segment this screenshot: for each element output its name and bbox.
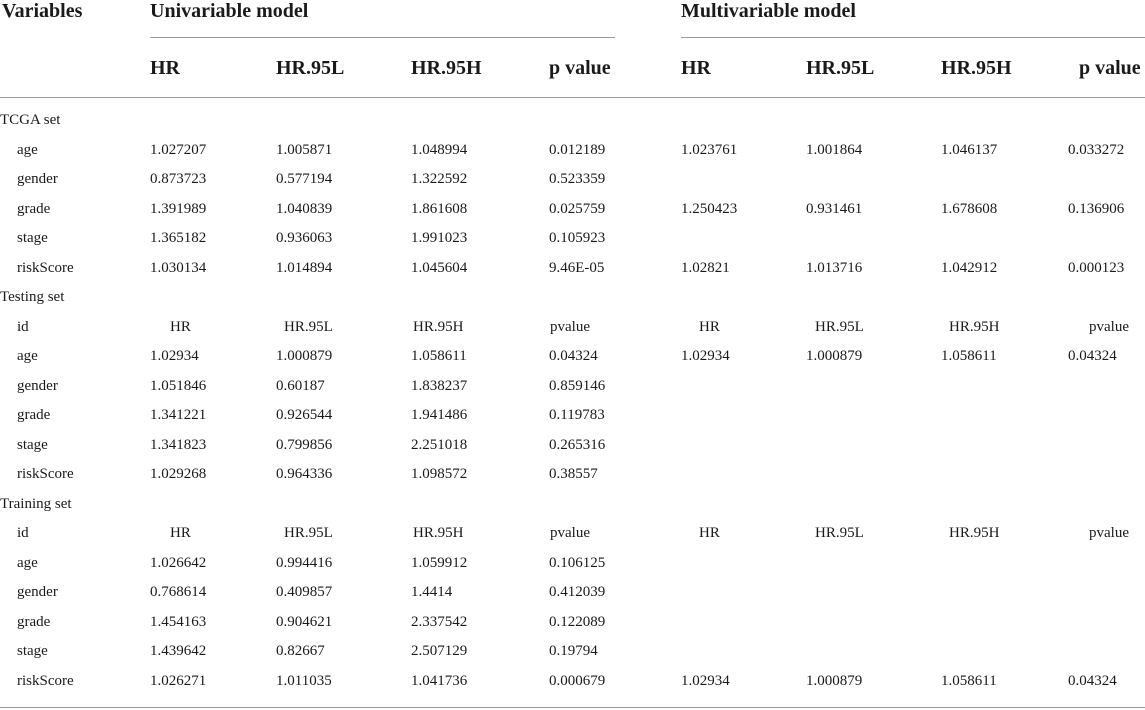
row-label: riskScore bbox=[17, 260, 74, 276]
uni-cell: 0.412039 bbox=[549, 584, 606, 600]
multi-hr-header: HR bbox=[681, 57, 711, 79]
uni-cell: 1.029268 bbox=[150, 466, 207, 482]
row-label: gender bbox=[17, 171, 58, 187]
multi-cell: 1.001864 bbox=[806, 142, 863, 158]
multi-cell: 1.042912 bbox=[941, 260, 998, 276]
uni-cell: 0.122089 bbox=[549, 614, 606, 630]
uni-cell: 1.005871 bbox=[276, 142, 333, 158]
row-label: riskScore bbox=[17, 673, 74, 689]
uni-cell: 0.265316 bbox=[549, 437, 606, 453]
uni-cell: 1.011035 bbox=[276, 673, 332, 689]
variables-header: Variables bbox=[2, 0, 83, 22]
multi-hr95h-header: HR.95H bbox=[941, 57, 1012, 79]
uni-cell: HR.95L bbox=[284, 525, 333, 541]
uni-cell: 1.439642 bbox=[150, 643, 207, 659]
uni-cell: 2.507129 bbox=[411, 643, 468, 659]
uni-cell: 1.365182 bbox=[150, 230, 207, 246]
multi-cell: 0.136906 bbox=[1068, 201, 1125, 217]
uni-cell: HR bbox=[170, 525, 191, 541]
row-label: id bbox=[17, 525, 29, 541]
multi-cell: HR bbox=[699, 319, 720, 335]
uni-cell: 0.577194 bbox=[276, 171, 333, 187]
multi-cell: HR.95L bbox=[815, 319, 864, 335]
uni-cell: 0.105923 bbox=[549, 230, 606, 246]
multi-cell: HR bbox=[699, 525, 720, 541]
uni-cell: 0.60187 bbox=[276, 378, 325, 394]
multi-hr95l-header: HR.95L bbox=[806, 57, 875, 79]
multi-cell: 1.02934 bbox=[681, 348, 730, 364]
uni-cell: 0.106125 bbox=[549, 555, 606, 571]
multi-cell: 0.000123 bbox=[1068, 260, 1125, 276]
multi-cell: 1.02934 bbox=[681, 673, 730, 689]
uni-cell: 1.027207 bbox=[150, 142, 207, 158]
multi-cell: 1.678608 bbox=[941, 201, 998, 217]
uni-cell: 1.838237 bbox=[411, 378, 468, 394]
uni-cell: 0.04324 bbox=[549, 348, 598, 364]
multi-cell: 0.931461 bbox=[806, 201, 863, 217]
multi-cell: 1.023761 bbox=[681, 142, 738, 158]
uni-cell: 1.030134 bbox=[150, 260, 207, 276]
uni-cell: 1.02934 bbox=[150, 348, 199, 364]
uni-cell: 1.040839 bbox=[276, 201, 333, 217]
uni-cell: 0.994416 bbox=[276, 555, 333, 571]
uni-cell: 0.873723 bbox=[150, 171, 207, 187]
uni-cell: 0.38557 bbox=[549, 466, 598, 482]
multivariable-header: Multivariable model bbox=[681, 0, 856, 22]
uni-cell: 1.098572 bbox=[411, 466, 468, 482]
group-label: Testing set bbox=[0, 289, 65, 305]
uni-cell: 0.119783 bbox=[549, 407, 605, 423]
row-label: age bbox=[17, 555, 38, 571]
multi-pvalue-header: p value bbox=[1079, 57, 1141, 79]
multi-cell: 0.033272 bbox=[1068, 142, 1125, 158]
uni-cell: 1.051846 bbox=[150, 378, 207, 394]
multi-cell: pvalue bbox=[1089, 319, 1129, 335]
multi-cell: 0.04324 bbox=[1068, 673, 1117, 689]
row-label: grade bbox=[17, 614, 51, 630]
uni-cell: 0.025759 bbox=[549, 201, 606, 217]
uni-cell: HR.95H bbox=[413, 319, 464, 335]
uni-cell: 2.337542 bbox=[411, 614, 468, 630]
uni-cell: pvalue bbox=[550, 525, 590, 541]
uni-cell: 0.523359 bbox=[549, 171, 606, 187]
uni-cell: 1.4414 bbox=[411, 584, 453, 600]
uni-cell: 0.000679 bbox=[549, 673, 606, 689]
uni-cell: 1.941486 bbox=[411, 407, 468, 423]
multi-cell: HR.95H bbox=[949, 319, 1000, 335]
header-rule bbox=[0, 97, 1145, 98]
multi-cell: 1.000879 bbox=[806, 673, 863, 689]
uni-cell: 1.059912 bbox=[411, 555, 468, 571]
uni-cell: 0.904621 bbox=[276, 614, 333, 630]
uni-pvalue-header: p value bbox=[549, 57, 611, 79]
row-label: riskScore bbox=[17, 466, 74, 482]
uni-cell: 0.964336 bbox=[276, 466, 333, 482]
multi-cell: 1.058611 bbox=[941, 673, 997, 689]
multi-cell: 1.250423 bbox=[681, 201, 738, 217]
multi-cell: 1.02821 bbox=[681, 260, 730, 276]
uni-cell: HR bbox=[170, 319, 191, 335]
uni-cell: 0.19794 bbox=[549, 643, 598, 659]
multi-cell: 1.058611 bbox=[941, 348, 997, 364]
uni-cell: HR.95L bbox=[284, 319, 333, 335]
uni-cell: 0.799856 bbox=[276, 437, 333, 453]
multi-cell: HR.95L bbox=[815, 525, 864, 541]
uni-cell: 1.391989 bbox=[150, 201, 207, 217]
uni-cell: pvalue bbox=[550, 319, 590, 335]
multi-cell: 0.04324 bbox=[1068, 348, 1117, 364]
multi-cell: 1.000879 bbox=[806, 348, 863, 364]
multi-cell: 1.046137 bbox=[941, 142, 998, 158]
uni-cell: 1.454163 bbox=[150, 614, 207, 630]
uni-cell: 1.026642 bbox=[150, 555, 207, 571]
uni-cell: 1.991023 bbox=[411, 230, 468, 246]
row-label: age bbox=[17, 142, 38, 158]
multivariable-rule bbox=[681, 37, 1145, 38]
multi-cell: 1.013716 bbox=[806, 260, 863, 276]
uni-cell: 1.000879 bbox=[276, 348, 333, 364]
uni-cell: 2.251018 bbox=[411, 437, 468, 453]
uni-cell: 0.409857 bbox=[276, 584, 333, 600]
uni-cell: 1.045604 bbox=[411, 260, 468, 276]
uni-cell: 1.041736 bbox=[411, 673, 468, 689]
uni-cell: 1.341221 bbox=[150, 407, 207, 423]
uni-cell: 1.048994 bbox=[411, 142, 468, 158]
row-label: gender bbox=[17, 584, 58, 600]
uni-cell: 0.82667 bbox=[276, 643, 325, 659]
uni-cell: 1.058611 bbox=[411, 348, 467, 364]
uni-hr95l-header: HR.95L bbox=[276, 57, 345, 79]
row-label: stage bbox=[17, 643, 48, 659]
multi-cell: pvalue bbox=[1089, 525, 1129, 541]
uni-cell: 1.014894 bbox=[276, 260, 333, 276]
uni-cell: 0.768614 bbox=[150, 584, 207, 600]
row-label: gender bbox=[17, 378, 58, 394]
univariable-header: Univariable model bbox=[150, 0, 309, 22]
uni-cell: 1.026271 bbox=[150, 673, 207, 689]
group-label: TCGA set bbox=[0, 112, 61, 128]
bottom-rule bbox=[0, 707, 1145, 708]
uni-cell: 0.936063 bbox=[276, 230, 333, 246]
uni-cell: 9.46E-05 bbox=[549, 260, 605, 276]
uni-cell: 0.859146 bbox=[549, 378, 606, 394]
row-label: age bbox=[17, 348, 38, 364]
row-label: id bbox=[17, 319, 29, 335]
row-label: grade bbox=[17, 407, 51, 423]
uni-cell: 1.341823 bbox=[150, 437, 207, 453]
group-label: Training set bbox=[0, 496, 72, 512]
multi-cell: HR.95H bbox=[949, 525, 1000, 541]
uni-cell: 0.012189 bbox=[549, 142, 606, 158]
uni-cell: 1.861608 bbox=[411, 201, 468, 217]
uni-hr-header: HR bbox=[150, 57, 180, 79]
univariable-rule bbox=[150, 37, 615, 38]
uni-cell: 1.322592 bbox=[411, 171, 468, 187]
row-label: stage bbox=[17, 230, 48, 246]
uni-hr95h-header: HR.95H bbox=[411, 57, 482, 79]
row-label: stage bbox=[17, 437, 48, 453]
row-label: grade bbox=[17, 201, 51, 217]
uni-cell: HR.95H bbox=[413, 525, 464, 541]
uni-cell: 0.926544 bbox=[276, 407, 333, 423]
